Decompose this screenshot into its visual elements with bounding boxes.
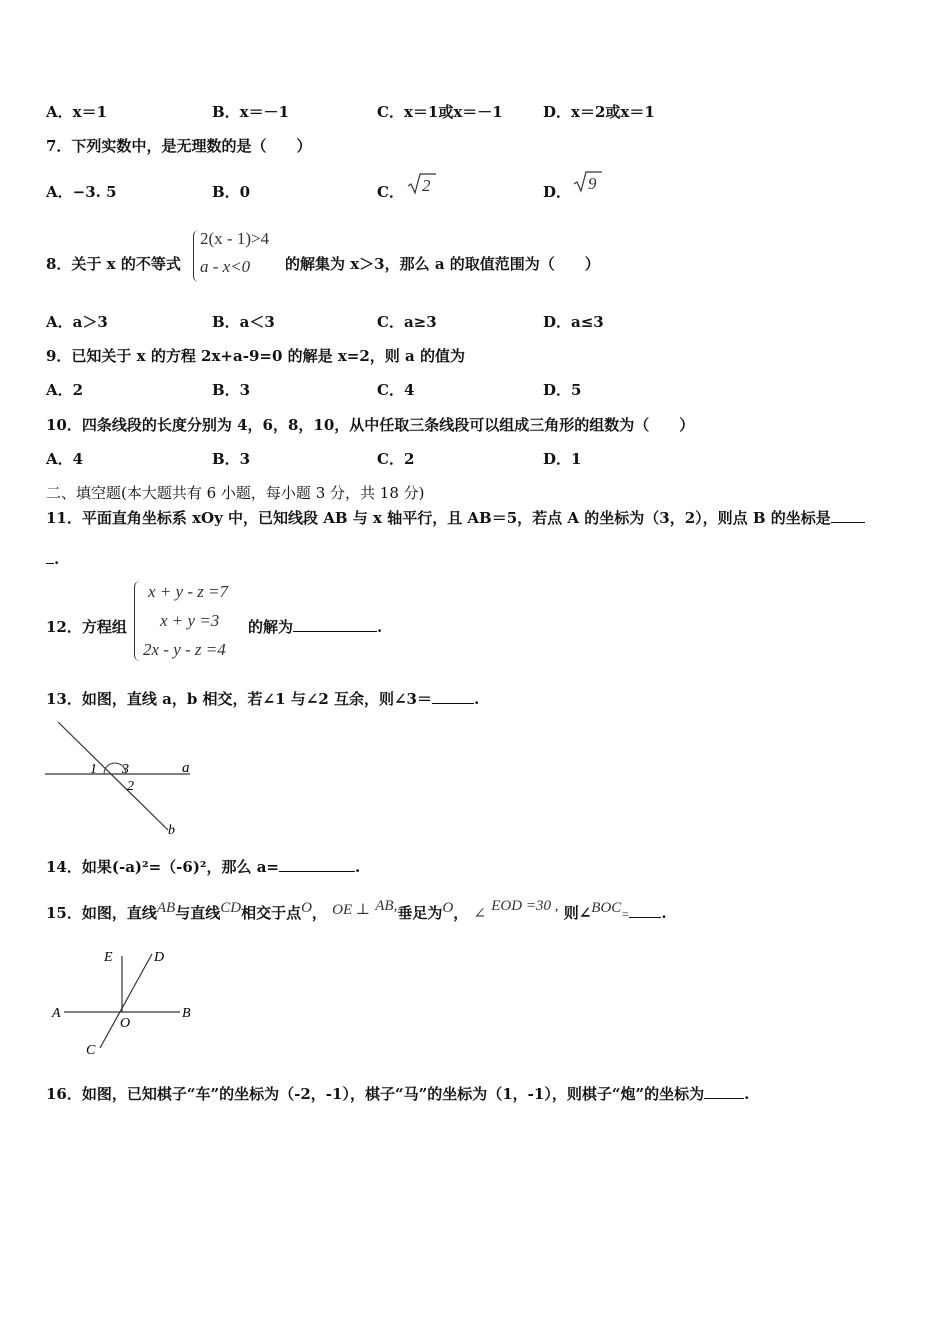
q13-figure bbox=[40, 718, 200, 840]
q13-stem bbox=[46, 689, 479, 709]
q8-option-c: C．a≥3 bbox=[377, 313, 437, 331]
q8-prefix: 8．关于 x 的不等式 bbox=[46, 255, 181, 273]
q9-option-c: C．4 bbox=[377, 381, 415, 399]
q10-option-d: D．1 bbox=[543, 450, 582, 468]
q12-brace bbox=[134, 581, 141, 661]
q8-option-d: D．a≤3 bbox=[543, 313, 604, 331]
q16-answer-blank[interactable] bbox=[704, 1084, 744, 1099]
q8-option-a: A．a＞3 bbox=[46, 313, 108, 331]
q12-equation-1: x + y - z =7 bbox=[148, 582, 229, 601]
q15-text-3: 相交于点 bbox=[241, 904, 302, 922]
q13-label-3: 3 bbox=[122, 762, 129, 777]
q6-option-a: A．x＝1 bbox=[46, 103, 108, 121]
q15-end: . bbox=[661, 904, 667, 922]
q15-text-7: 则∠ bbox=[563, 904, 592, 922]
q15-oe-perp: OE ⊥ bbox=[332, 902, 371, 918]
q10-option-c: C．2 bbox=[377, 450, 415, 468]
q12-suffix bbox=[248, 617, 382, 637]
q12-equation-2: x + y =3 bbox=[160, 611, 220, 630]
q15-ab: AB bbox=[156, 900, 176, 916]
q15-text-6: ， bbox=[453, 904, 469, 922]
q7-sqrt2-icon bbox=[406, 172, 436, 196]
q8-option-b: B．a＜3 bbox=[212, 313, 275, 331]
q13-line-b bbox=[58, 722, 168, 830]
q15-line-cd bbox=[100, 954, 152, 1048]
q7-c-radicand: 2 bbox=[422, 176, 431, 195]
q10-stem: 10．四条线段的长度分别为 4，6，8，10，从中任取三条线段可以组成三角形的组数为（ ） bbox=[46, 416, 695, 434]
q15-label-o: O bbox=[120, 1016, 131, 1031]
q8-inequality-2: a - x<0 bbox=[200, 257, 251, 276]
q15-eod: EOD =30 , bbox=[491, 898, 559, 914]
q9-option-d: D．5 bbox=[543, 381, 582, 399]
q13-label-2: 2 bbox=[127, 779, 134, 794]
q15-label-e: E bbox=[104, 950, 113, 965]
q13-label-b: b bbox=[168, 823, 175, 838]
q11-end: . bbox=[54, 550, 60, 568]
q15-answer-blank[interactable] bbox=[629, 903, 661, 918]
q9-stem: 9．已知关于 x 的方程 2x+a-9=0 的解是 x=2，则 a 的值为 bbox=[46, 347, 465, 365]
q16-end: . bbox=[744, 1085, 750, 1103]
q14-stem bbox=[46, 857, 360, 877]
q7-option-d: D． bbox=[543, 183, 572, 201]
q15-equals: = bbox=[621, 907, 630, 921]
q15-figure bbox=[46, 944, 206, 1060]
q15-text-1: 15．如图，直线 bbox=[46, 904, 157, 922]
q13-label-a: a bbox=[182, 760, 190, 776]
section-2-heading: 二、填空题(本大题共有 6 小题，每小题 3 分，共 18 分) bbox=[46, 484, 425, 502]
q6-option-c: C．x＝1或x＝－1 bbox=[377, 103, 503, 121]
q15-angle: ∠ bbox=[473, 906, 487, 922]
q8-suffix: 的解集为 x＞3，那么 a 的取值范围为（ ） bbox=[285, 255, 600, 273]
q10-option-b: B．3 bbox=[212, 450, 251, 468]
q9-option-a: A．2 bbox=[46, 381, 84, 399]
q8-brace bbox=[193, 230, 200, 282]
q14-stem-text: 14．如果(-a)²=（-6)²，那么 a= bbox=[46, 858, 279, 876]
q14-answer-blank[interactable] bbox=[279, 857, 355, 872]
q15-text-4: ， bbox=[311, 904, 327, 922]
q8-inequality-1: 2(x - 1)>4 bbox=[200, 229, 270, 248]
q10-option-a: A．4 bbox=[46, 450, 84, 468]
q12-end: . bbox=[377, 618, 383, 636]
q11-stem-text: 11．平面直角坐标系 xOy 中，已知线段 AB 与 x 轴平行，且 AB＝5，若点 A 的坐标为（3，2），则点 B 的坐标是 bbox=[46, 509, 831, 527]
q15-cd: CD bbox=[220, 900, 242, 916]
q13-label-1: 1 bbox=[90, 762, 97, 777]
q7-sqrt9-icon bbox=[572, 170, 602, 194]
q15-label-b: B bbox=[182, 1006, 191, 1021]
q13-end: . bbox=[474, 690, 480, 708]
q15-label-d: D bbox=[154, 950, 165, 965]
q11-answer-blank-cont[interactable] bbox=[46, 549, 54, 564]
q7-option-c: C． bbox=[377, 183, 404, 201]
q15-o-2: O bbox=[442, 900, 454, 916]
q11-continuation bbox=[46, 549, 59, 569]
q16-stem bbox=[46, 1084, 749, 1104]
q7-option-b: B．0 bbox=[212, 183, 251, 201]
q12-suffix-text: 的解为 bbox=[248, 618, 294, 636]
q14-end: . bbox=[355, 858, 361, 876]
q11-stem bbox=[46, 508, 865, 528]
q6-option-d: D．x＝2或x＝1 bbox=[543, 103, 655, 121]
q15-text-5: 垂足为 bbox=[397, 904, 443, 922]
q15-label-a: A bbox=[52, 1006, 61, 1021]
q11-answer-blank[interactable] bbox=[831, 508, 865, 523]
q12-equation-3: 2x - y - z =4 bbox=[143, 640, 226, 659]
q7-option-a: A．−3. 5 bbox=[46, 183, 117, 201]
q13-stem-text: 13．如图，直线 a，b 相交，若∠1 与∠2 互余，则∠3＝ bbox=[46, 690, 432, 708]
q12-prefix: 12．方程组 bbox=[46, 618, 127, 636]
q13-answer-blank[interactable] bbox=[432, 689, 474, 704]
q15-text-2: 与直线 bbox=[175, 904, 221, 922]
q9-option-b: B．3 bbox=[212, 381, 251, 399]
q15-label-c: C bbox=[86, 1043, 96, 1058]
q6-option-b: B．x＝－1 bbox=[212, 103, 290, 121]
q7-d-radicand: 9 bbox=[588, 174, 597, 193]
q15-ab-2: AB, bbox=[375, 898, 398, 914]
q15-stem bbox=[46, 898, 667, 924]
q16-stem-text: 16．如图，已知棋子“车”的坐标为（-2，-1），棋子“马”的坐标为（1，-1），则棋子“炮”的坐标为 bbox=[46, 1085, 705, 1103]
q7-stem: 7．下列实数中，是无理数的是（ ） bbox=[46, 137, 312, 155]
q15-o-1: O bbox=[301, 900, 312, 916]
q12-answer-blank[interactable] bbox=[293, 617, 377, 632]
q15-boc: BOC bbox=[591, 900, 622, 916]
